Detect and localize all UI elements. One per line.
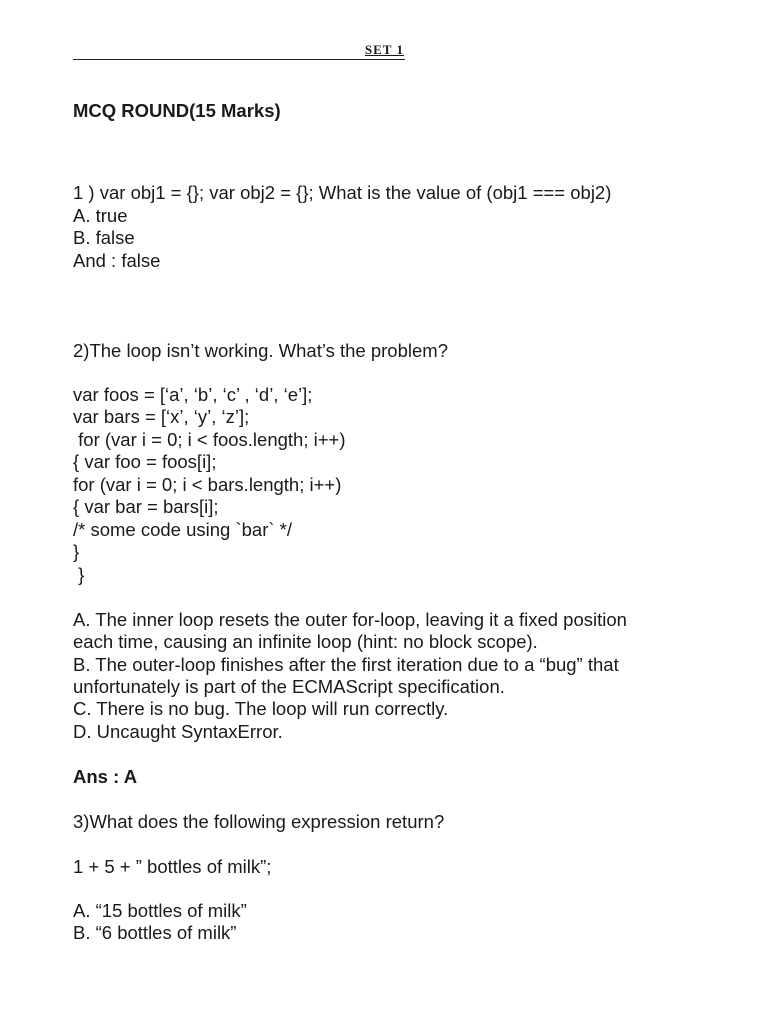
q2-code-line: for (var i = 0; i < foos.length; i++) [73, 429, 346, 450]
q2-code-line: { var bar = bars[i]; [73, 496, 219, 517]
q2-option-d: D. Uncaught SyntaxError. [73, 721, 283, 742]
q2-code-line: { var foo = foos[i]; [73, 451, 217, 472]
q2-option-c: C. There is no bug. The loop will run correctly. [73, 698, 449, 719]
q1-option-a: A. true [73, 205, 128, 226]
q2-option-b: B. The outer-loop finishes after the first iteration due to a “bug” that [73, 654, 619, 675]
q3-option-a: A. “15 bottles of milk” [73, 900, 247, 921]
set-label: SET 1 [364, 42, 404, 57]
page-header [73, 42, 405, 60]
q1-question: 1 ) var obj1 = {}; var obj2 = {}; What is the value of (obj1 === obj2) [73, 182, 612, 203]
q2-code-line: var bars = [‘x’, ‘y’, ‘z’]; [73, 406, 250, 427]
q2-option-b-cont: unfortunately is part of the ECMAScript specification. [73, 676, 505, 697]
q3-expression: 1 + 5 + ” bottles of milk”; [73, 856, 272, 877]
q2-option-a-cont: each time, causing an infinite loop (hint: no block scope). [73, 631, 538, 652]
q2-answer: Ans : A [73, 766, 138, 787]
q3-question: 3)What does the following expression return? [73, 811, 445, 832]
q3-option-b: B. “6 bottles of milk” [73, 922, 237, 943]
q2-code-line: for (var i = 0; i < bars.length; i++) [73, 474, 342, 495]
q2-code-line: /* some code using `bar` */ [73, 519, 293, 540]
section-title: MCQ ROUND(15 Marks) [73, 100, 281, 121]
q2-option-a: A. The inner loop resets the outer for-loop, leaving it a fixed position [73, 609, 627, 630]
q2-code-line: } [73, 564, 85, 585]
q2-code-line: } [73, 541, 80, 562]
q2-code-line: var foos = [‘a’, ‘b’, ‘c’ , ‘d’, ‘e’]; [73, 384, 313, 405]
q1-answer: And : false [73, 250, 161, 271]
q2-question: 2)The loop isn’t working. What’s the problem? [73, 340, 448, 361]
q1-option-b: B. false [73, 227, 135, 248]
